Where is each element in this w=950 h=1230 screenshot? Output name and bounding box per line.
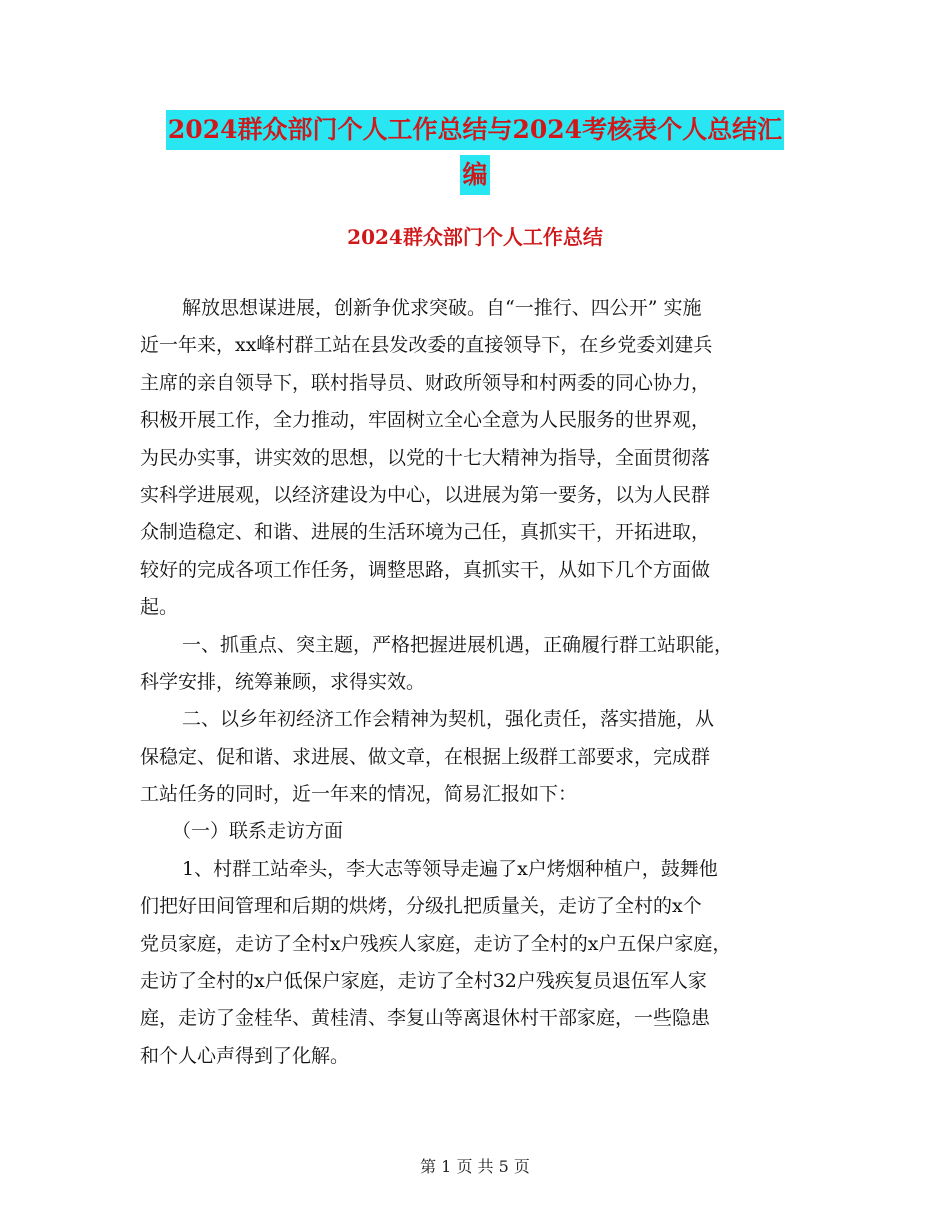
text-line: 主席的亲自领导下，联村指导员、财政所领导和村两委的同心协力， xyxy=(140,371,711,394)
text-line: 庭，走访了金桂华、黄桂清、李复山等离退休村干部家庭，一些隐患 xyxy=(140,1007,711,1030)
text-line: 起。 xyxy=(140,596,179,619)
text-line: 为民办实事，讲实效的思想，以党的十七大精神为指导，全面贯彻落 xyxy=(140,446,711,469)
text-line: 解放思想谋进展，创新争优求突破。自“一推行、四公开” 实施 xyxy=(182,297,702,319)
section-heading: 2024群众部门个人工作总结 xyxy=(347,225,603,249)
page-footer: 第 1 页 共 5 页 xyxy=(420,1157,530,1176)
text-line: （一）联系走访方面 xyxy=(172,820,344,843)
text-line: 科学安排，统筹兼顾，求得实效。 xyxy=(140,670,426,693)
title-line-2: 编 xyxy=(460,155,489,195)
text-line: 二、以乡年初经济工作会精神为契机，强化责任，落实措施，从 xyxy=(182,708,715,731)
text-line: 保稳定、促和谐、求进展、做文章，在根据上级群工部要求，完成群 xyxy=(140,745,711,768)
document-title xyxy=(0,110,950,195)
text-line: 近一年来，xx峰村群工站在县发改委的直接领导下，在乡党委刘建兵 xyxy=(140,334,713,357)
text-line: 众制造稳定、和谐、进展的生活环境为己任，真抓实干，开拓进取， xyxy=(140,521,711,544)
text-line: 实科学进展观，以经济建设为中心，以进展为第一要务，以为人民群 xyxy=(140,483,711,506)
body-text xyxy=(140,290,840,1075)
text-line: 一、抓重点、突主题，严格把握进展机遇，正确履行群工站职能， xyxy=(182,633,734,656)
text-line: 工站任务的同时，近一年来的情况，简易汇报如下： xyxy=(140,783,578,806)
title-line-1: 2024群众部门个人工作总结与2024考核表个人总结汇 xyxy=(166,110,784,150)
text-line: 党员家庭，走访了全村x户残疾人家庭，走访了全村的x户五保户家庭， xyxy=(140,932,732,955)
text-line: 较好的完成各项工作任务，调整思路，真抓实干，从如下几个方面做 xyxy=(140,558,711,581)
text-line: 和个人心声得到了化解。 xyxy=(140,1044,350,1067)
text-line: 积极开展工作，全力推动，牢固树立全心全意为人民服务的世界观， xyxy=(140,409,711,432)
text-line: 走访了全村的x户低保户家庭，走访了全村32户残疾复员退伍军人家 xyxy=(140,970,707,993)
text-line: 1、村群工站牵头，李大志等领导走遍了x户烤烟种植户，鼓舞他 xyxy=(182,857,718,880)
text-line: 们把好田间管理和后期的烘烤，分级扎把质量关，走访了全村的x个 xyxy=(140,895,702,918)
